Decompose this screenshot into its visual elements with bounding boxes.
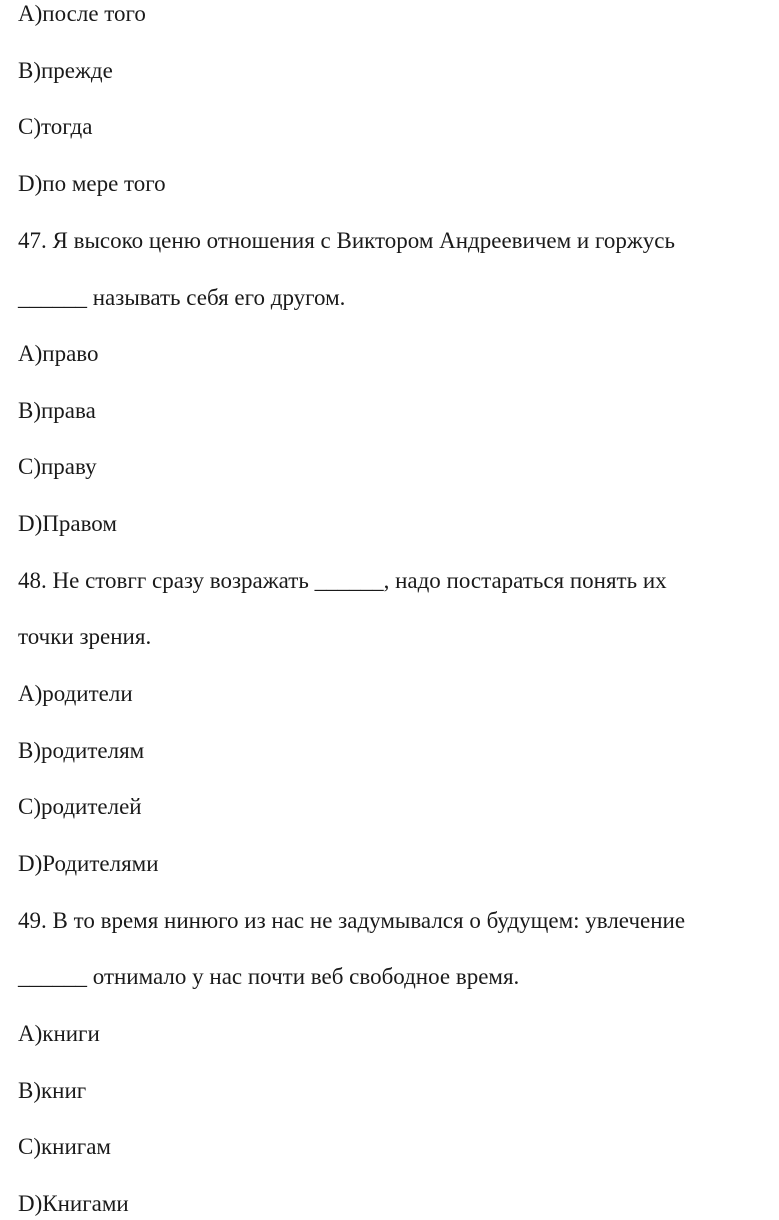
q49-option-c: C)книгам: [18, 1134, 111, 1159]
q46-option-d: D)по мере того: [18, 171, 166, 196]
q46-option-a: A)после того: [18, 1, 146, 26]
q49-option-b: B)книг: [18, 1078, 87, 1103]
q47-option-c: C)праву: [18, 454, 97, 479]
q47-text-line-2: ______ называть себя его другом.: [18, 285, 346, 310]
q47-option-a: A)право: [18, 341, 99, 366]
q48-option-c: C)родителей: [18, 794, 142, 819]
q48-text-line-1: 48. Не стовгг сразу возражать ______, надо постараться понять их: [18, 568, 667, 593]
q49-text-line-1: 49. В то время нинюго из нас не задумывался о будущем: увлечение: [18, 908, 686, 933]
q46-option-b: B)прежде: [18, 58, 113, 83]
q47-option-b: B)права: [18, 398, 96, 423]
q48-option-d: D)Родителями: [18, 851, 159, 876]
q49-option-d: D)Книгами: [18, 1191, 129, 1216]
q47-option-d: D)Правом: [18, 511, 117, 536]
q46-option-c: C)тогда: [18, 114, 93, 139]
q49-option-a: A)книги: [18, 1021, 100, 1046]
q47-text-line-1: 47. Я высоко ценю отношения с Виктором Андреевичем и горжусь: [18, 228, 675, 253]
q48-option-b: B)родителям: [18, 738, 145, 763]
q49-text-line-2: ______ отнимало у нас почти веб свободное время.: [18, 964, 520, 989]
q48-option-a: A)родители: [18, 681, 133, 706]
q48-text-line-2: точки зрения.: [18, 624, 152, 649]
